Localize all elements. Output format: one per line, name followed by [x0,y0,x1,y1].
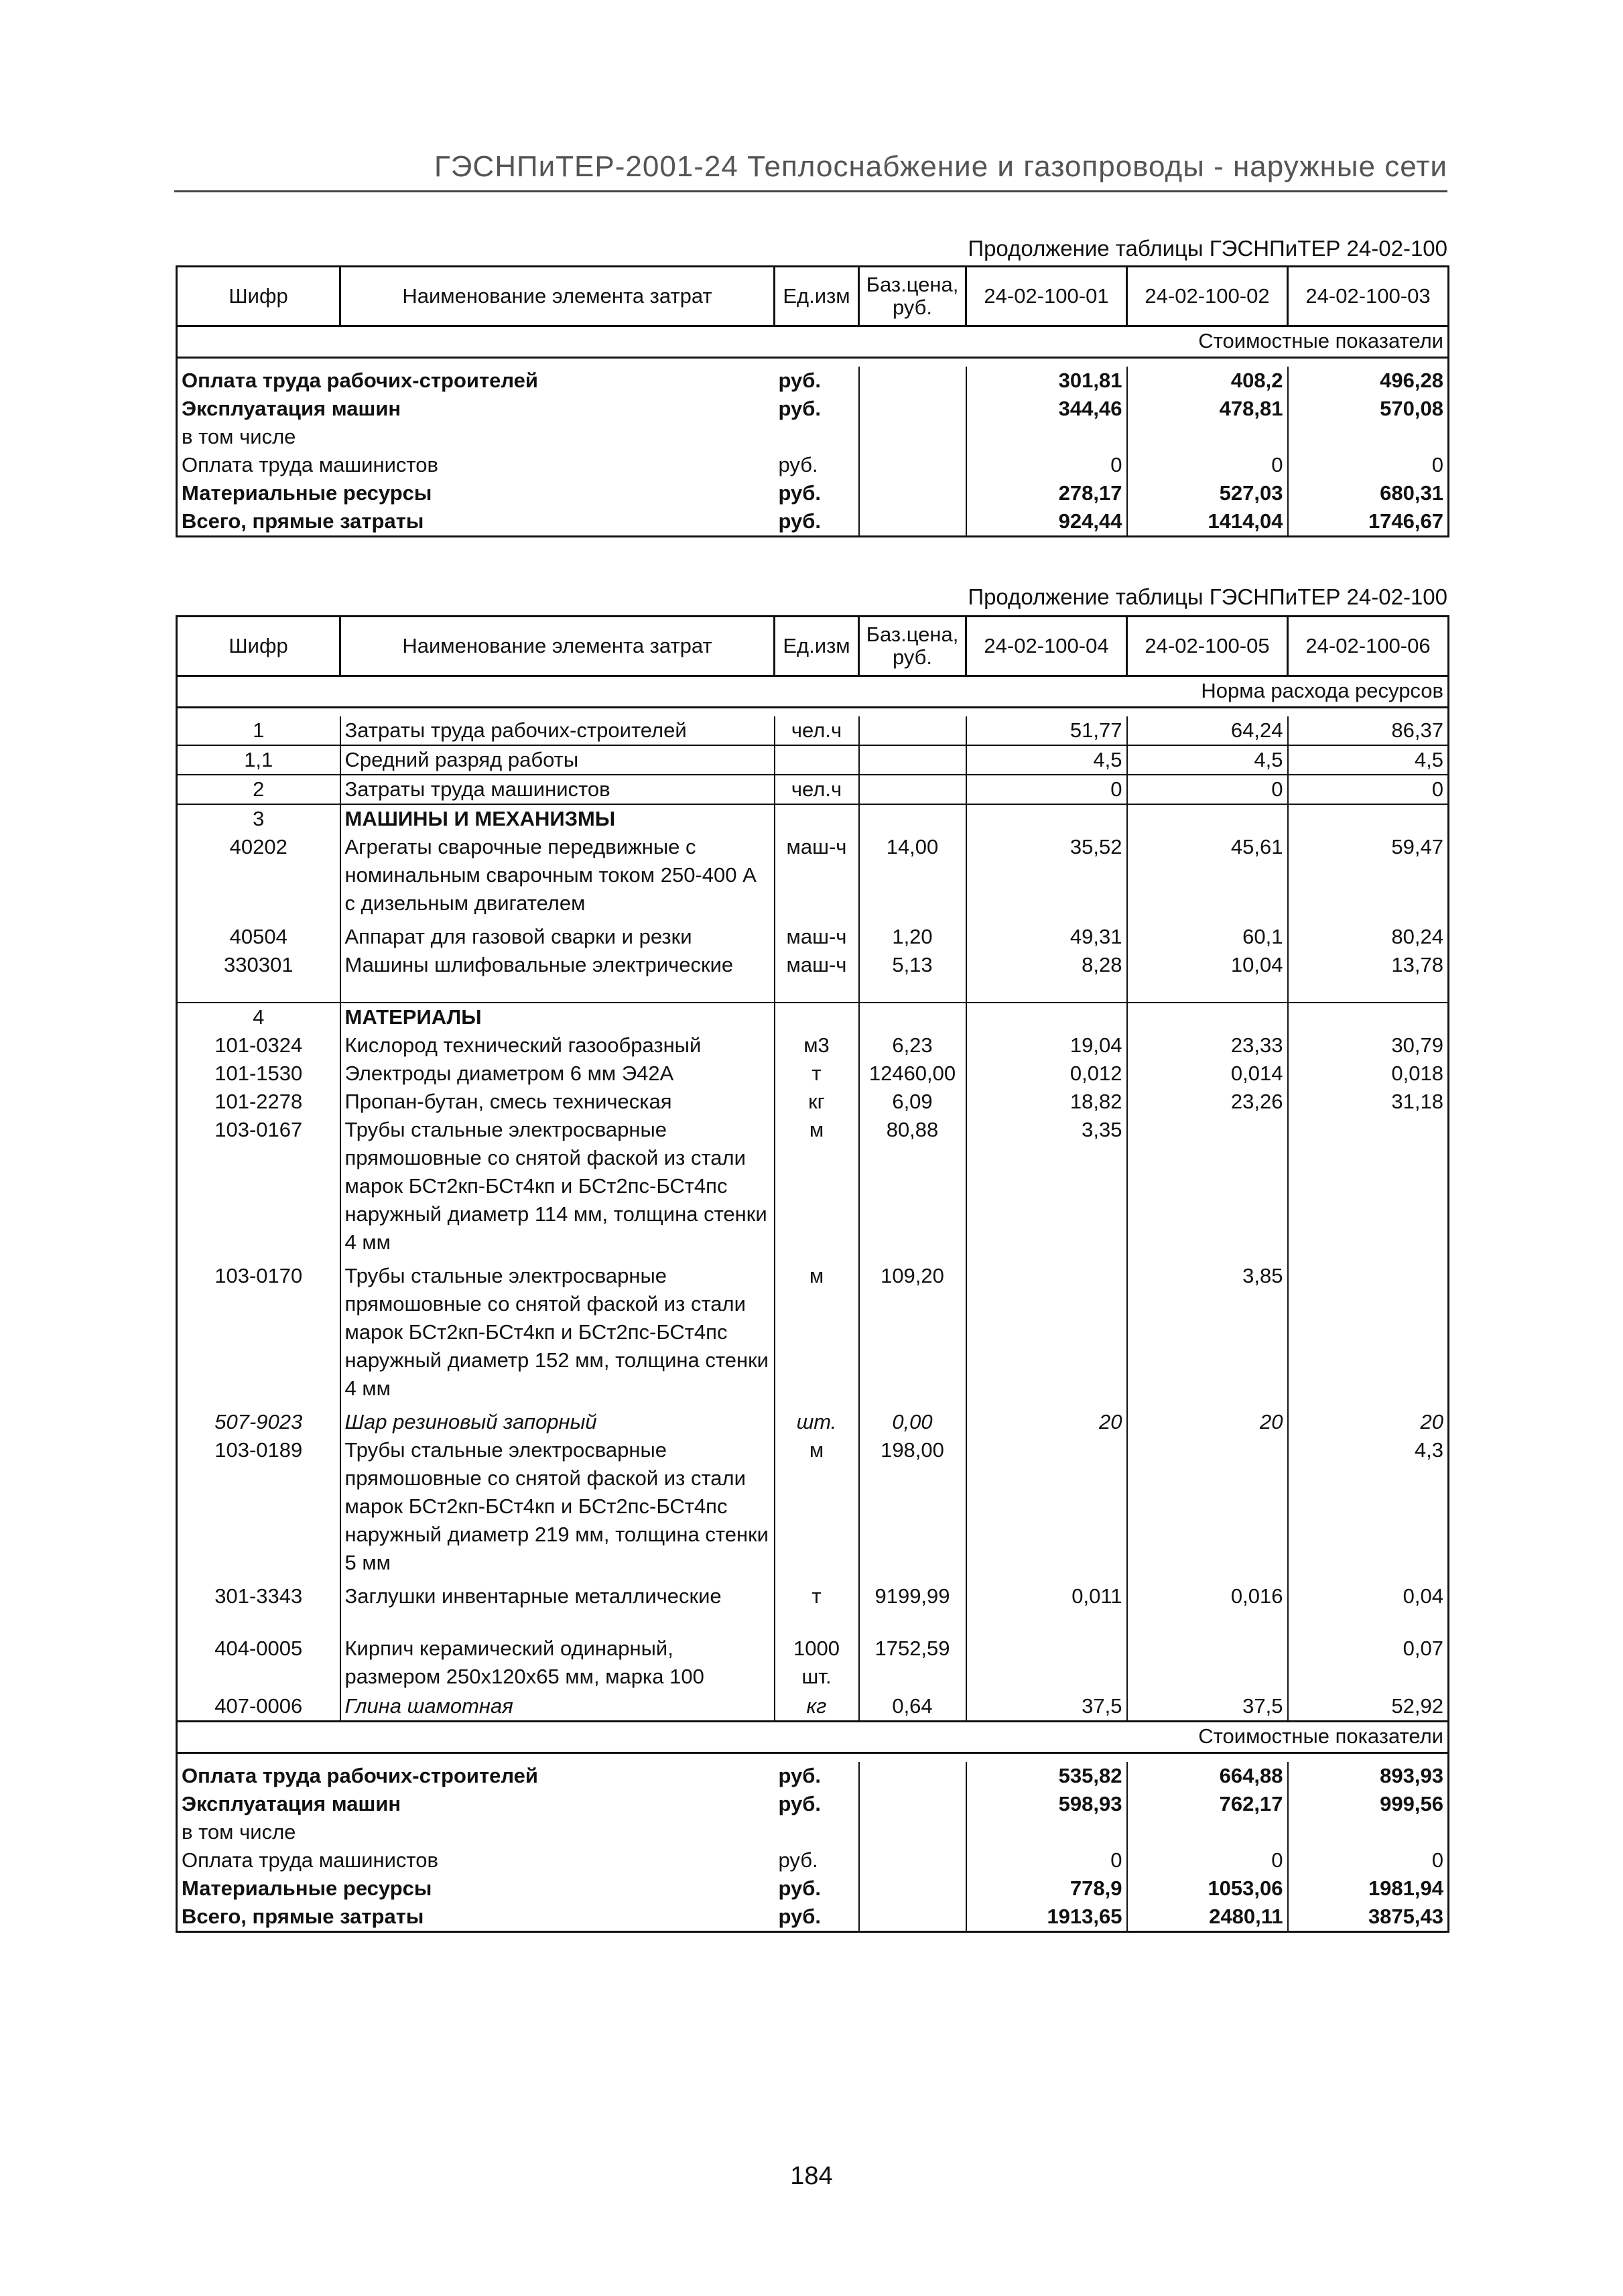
table2-row [177,1060,1449,1088]
row-name: Трубы стальные электросварные прямошовные со снятой фаской из стали марок БСт2кп-БСт4кп и БСт2пс-БСт4пс наружный диаметр 152 мм, толщина стенки 4 мм [340,1262,775,1408]
row-unit: т [775,1582,859,1635]
row-price: 0,64 [859,1692,966,1722]
row-name: Оплата труда рабочих-строителей [177,367,775,395]
row-name: Всего, прямые затраты [177,507,775,537]
table2-row [177,775,1449,804]
band-label: Стоимостные показатели [177,1722,1449,1753]
row-value: 664,88 [1127,1762,1288,1790]
table1-row [177,507,1449,537]
row-value: 45,61 [1127,833,1288,923]
row-value [1127,1635,1288,1692]
row-value: 0 [966,1846,1127,1874]
table2-row [177,1436,1449,1582]
row-value: 0 [1288,775,1449,804]
row-price: 1752,59 [859,1635,966,1692]
row-name: Пропан-бутан, смесь техническая [340,1088,775,1116]
row-value: 86,37 [1288,716,1449,745]
row-value: 18,82 [966,1088,1127,1116]
row-value: 0,018 [1288,1060,1449,1088]
row-value: 0,016 [1127,1582,1288,1635]
row-name: Электроды диаметром 6 мм Э42А [340,1060,775,1088]
row-value: 3,35 [966,1116,1127,1262]
row-value: 59,47 [1288,833,1449,923]
row-code: 330301 [177,951,340,979]
col-header-norm-1: 24-02-100-01 [966,267,1127,326]
row-name: Аппарат для газовой сварки и резки [340,923,775,951]
row-value: 1053,06 [1127,1874,1288,1903]
row-value: 20 [1127,1408,1288,1436]
row-unit: м [775,1116,859,1262]
row-value: 3875,43 [1288,1903,1449,1932]
row-value: 0 [1127,775,1288,804]
row-value: 0,07 [1288,1635,1449,1692]
row-name: в том числе [177,1818,775,1846]
row-value: 30,79 [1288,1031,1449,1060]
row-value: 31,18 [1288,1088,1449,1116]
page-number: 184 [790,2162,833,2190]
table2-total-row [177,1903,1449,1932]
col-header-name: Наименование элемента затрат [340,617,775,676]
row-value: 0,011 [966,1582,1127,1635]
row-price: 0,00 [859,1408,966,1436]
row-unit: руб. [775,507,859,537]
table2-section-row [177,1003,1449,1031]
row-unit: м [775,1262,859,1408]
col-header-norm-2: 24-02-100-02 [1127,267,1288,326]
table2-row [177,1582,1449,1635]
row-unit: чел.ч [775,775,859,804]
row-price: 6,09 [859,1088,966,1116]
row-name: Кирпич керамический одинарный, размером 250х120х65 мм, марка 100 [340,1635,775,1692]
row-unit: шт. [775,1408,859,1436]
row-code: 2 [177,775,340,804]
table2-row [177,1031,1449,1060]
table1-cost-summary [176,265,1449,537]
table2-total-row [177,1818,1449,1846]
row-value: 1913,65 [966,1903,1127,1932]
row-price [859,716,966,745]
table2-cost-band-row [177,1722,1449,1753]
table1-row [177,451,1449,479]
table2-continuation-label: Продолжение таблицы ГЭСНПиТЕР 24-02-100 [968,584,1447,609]
row-value: 0,014 [1127,1060,1288,1088]
row-value: 35,52 [966,833,1127,923]
row-value: 23,33 [1127,1031,1288,1060]
row-unit: руб. [775,1762,859,1790]
table2-total-row [177,1874,1449,1903]
table1-continuation-label: Продолжение таблицы ГЭСНПиТЕР 24-02-100 [968,236,1447,261]
row-price: 14,00 [859,833,966,923]
row-unit: кг [775,1692,859,1722]
row-code: 1 [177,716,340,745]
col-header-norm-4: 24-02-100-04 [966,617,1127,676]
table2-row [177,1635,1449,1692]
row-value: 278,17 [966,479,1127,507]
row-code: 101-1530 [177,1060,340,1088]
row-value [1127,1116,1288,1262]
row-value: 778,9 [966,1874,1127,1903]
row-value: 60,1 [1127,923,1288,951]
table1-row [177,395,1449,423]
table2-section-row [177,804,1449,833]
row-value: 4,5 [1127,745,1288,775]
row-value: 478,81 [1127,395,1288,423]
row-price: 198,00 [859,1436,966,1582]
row-unit: руб. [775,1874,859,1903]
row-value: 4,3 [1288,1436,1449,1582]
row-value: 527,03 [1127,479,1288,507]
row-name: Глина шамотная [340,1692,775,1722]
col-header-unit: Ед.изм [775,267,859,326]
row-unit: маш-ч [775,951,859,979]
row-value: 0 [966,775,1127,804]
row-code: 40202 [177,833,340,923]
row-code: 507-9023 [177,1408,340,1436]
row-value: 999,56 [1288,1790,1449,1818]
row-name: Эксплуатация машин [177,1790,775,1818]
row-name: Заглушки инвентарные металлические [340,1582,775,1635]
row-code: 103-0167 [177,1116,340,1262]
row-unit: руб. [775,367,859,395]
col-header-code: Шифр [177,267,340,326]
row-unit: руб. [775,1790,859,1818]
row-value: 301,81 [966,367,1127,395]
row-value: 3,85 [1127,1262,1288,1408]
row-value: 408,2 [1127,367,1288,395]
col-header-code: Шифр [177,617,340,676]
col-header-base-price: Баз.цена, руб. [859,617,966,676]
header-title: ГЭСНПиТЕР-2001-24 Теплоснабжение и газопроводы - наружные сети [434,150,1447,183]
row-name: Затраты труда рабочих-строителей [340,716,775,745]
col-header-name: Наименование элемента затрат [340,267,775,326]
row-price [859,745,966,775]
row-price: 12460,00 [859,1060,966,1088]
row-value [966,1436,1127,1582]
row-unit: руб. [775,479,859,507]
row-value: 64,24 [1127,716,1288,745]
row-value: 0 [1288,1846,1449,1874]
running-header [174,149,1447,192]
row-value: 1981,94 [1288,1874,1449,1903]
band-label: Норма расхода ресурсов [177,676,1449,708]
row-value: 37,5 [966,1692,1127,1722]
row-unit: м [775,1436,859,1582]
table1-row [177,367,1449,395]
col-header-norm-6: 24-02-100-06 [1288,617,1449,676]
row-value: 0 [1288,451,1449,479]
row-value: 598,93 [966,1790,1127,1818]
row-unit: чел.ч [775,716,859,745]
row-value [966,1262,1127,1408]
row-value: 762,17 [1127,1790,1288,1818]
row-code: 407-0006 [177,1692,340,1722]
table2-row [177,1088,1449,1116]
row-name: Машины шлифовальные электрические [340,951,775,979]
row-value: 1414,04 [1127,507,1288,537]
row-code: 1,1 [177,745,340,775]
row-value: 19,04 [966,1031,1127,1060]
row-name: Оплата труда рабочих-строителей [177,1762,775,1790]
row-value: 20 [1288,1408,1449,1436]
row-name: Трубы стальные электросварные прямошовные со снятой фаской из стали марок БСт2кп-БСт4кп и БСт2пс-БСт4пс наружный диаметр 219 мм, толщина стенки 5 мм [340,1436,775,1582]
table2-total-row [177,1846,1449,1874]
band-label: Стоимостные показатели [177,326,1449,358]
table1-header-row [177,267,1449,326]
row-code: 101-2278 [177,1088,340,1116]
table2-row [177,923,1449,951]
table2-header-row [177,617,1449,676]
row-value: 0 [1127,451,1288,479]
row-name: Кислород технический газообразный [340,1031,775,1060]
row-unit: руб. [775,1903,859,1932]
row-code: 40504 [177,923,340,951]
col-header-norm-5: 24-02-100-05 [1127,617,1288,676]
row-value: 893,93 [1288,1762,1449,1790]
row-value: 13,78 [1288,951,1449,979]
row-code: 301-3343 [177,1582,340,1635]
row-name: Оплата труда машинистов [177,1846,775,1874]
row-name: Оплата труда машинистов [177,451,775,479]
col-header-base-price: Баз.цена, руб. [859,267,966,326]
row-unit: м3 [775,1031,859,1060]
col-header-norm-3: 24-02-100-03 [1288,267,1449,326]
row-price: 5,13 [859,951,966,979]
row-value: 0 [966,451,1127,479]
row-value [1288,1116,1449,1262]
table2-row [177,833,1449,923]
row-value: 924,44 [966,507,1127,537]
table2-band-row [177,676,1449,708]
row-value: 344,46 [966,395,1127,423]
row-unit: руб. [775,395,859,423]
table2-row [177,1116,1449,1262]
row-price: 6,23 [859,1031,966,1060]
row-code: 101-0324 [177,1031,340,1060]
table2-row [177,1692,1449,1722]
row-value: 49,31 [966,923,1127,951]
row-name: Агрегаты сварочные передвижные с номинальным сварочным током 250-400 А с дизельным двигателем [340,833,775,923]
section-title-materials: МАТЕРИАЛЫ [340,1003,775,1031]
row-unit: маш-ч [775,923,859,951]
row-name: Материальные ресурсы [177,1874,775,1903]
row-unit: маш-ч [775,833,859,923]
row-price: 80,88 [859,1116,966,1262]
row-value: 0 [1127,1846,1288,1874]
row-name: Шар резиновый запорный [340,1408,775,1436]
row-unit: кг [775,1088,859,1116]
col-header-unit: Ед.изм [775,617,859,676]
row-value: 20 [966,1408,1127,1436]
table2-row [177,716,1449,745]
row-value: 4,5 [1288,745,1449,775]
row-name: Всего, прямые затраты [177,1903,775,1932]
row-value: 80,24 [1288,923,1449,951]
row-value [966,1635,1127,1692]
row-value: 37,5 [1127,1692,1288,1722]
row-value: 52,92 [1288,1692,1449,1722]
row-name: в том числе [177,423,775,451]
row-code: 3 [177,804,340,833]
row-value: 0,012 [966,1060,1127,1088]
row-value: 2480,11 [1127,1903,1288,1932]
table1-row [177,423,1449,451]
table1-band-row [177,326,1449,358]
row-price [859,775,966,804]
row-price: 9199,99 [859,1582,966,1635]
table2-row [177,745,1449,775]
row-code: 404-0005 [177,1635,340,1692]
row-code: 103-0189 [177,1436,340,1582]
row-name: Средний разряд работы [340,745,775,775]
table2-resource-norms [176,615,1449,1933]
row-value: 680,31 [1288,479,1449,507]
row-value: 4,5 [966,745,1127,775]
row-value: 496,28 [1288,367,1449,395]
table2-total-row [177,1790,1449,1818]
row-code: 4 [177,1003,340,1031]
row-value: 8,28 [966,951,1127,979]
row-name: Трубы стальные электросварные прямошовные со снятой фаской из стали марок БСт2кп-БСт4кп и БСт2пс-БСт4пс наружный диаметр 114 мм, толщина стенки 4 мм [340,1116,775,1262]
table2-row [177,1408,1449,1436]
row-value [1127,1436,1288,1582]
row-price: 1,20 [859,923,966,951]
row-value: 51,77 [966,716,1127,745]
row-unit: руб. [775,451,859,479]
row-value: 570,08 [1288,395,1449,423]
row-code: 103-0170 [177,1262,340,1408]
table2-row [177,1262,1449,1408]
row-value: 1746,67 [1288,507,1449,537]
row-unit: руб. [775,1846,859,1874]
row-unit: т [775,1060,859,1088]
row-price: 109,20 [859,1262,966,1408]
table2-row [177,951,1449,979]
row-name: Эксплуатация машин [177,395,775,423]
row-value: 0,04 [1288,1582,1449,1635]
table1-row [177,479,1449,507]
row-name: Затраты труда машинистов [340,775,775,804]
row-value: 10,04 [1127,951,1288,979]
section-title-machines: МАШИНЫ И МЕХАНИЗМЫ [340,804,775,833]
table2-total-row [177,1762,1449,1790]
row-value [1288,1262,1449,1408]
row-value: 535,82 [966,1762,1127,1790]
row-unit: 1000 шт. [775,1635,859,1692]
row-value: 23,26 [1127,1088,1288,1116]
row-name: Материальные ресурсы [177,479,775,507]
row-unit [775,745,859,775]
